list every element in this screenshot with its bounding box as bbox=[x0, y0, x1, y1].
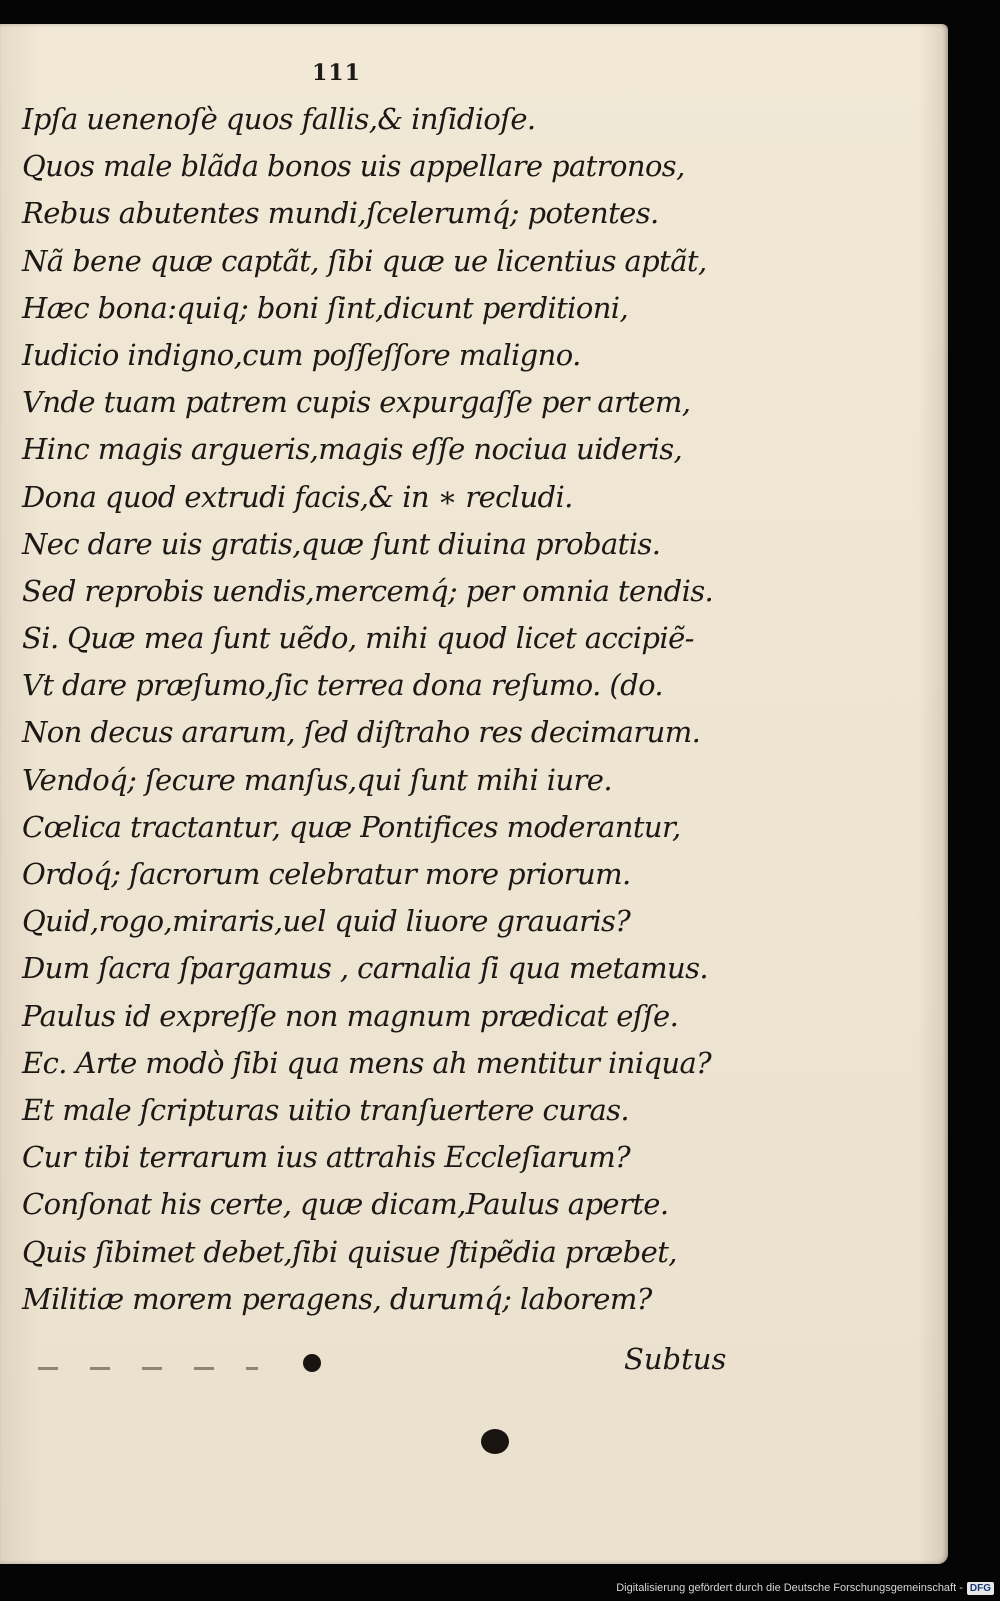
verse-line: Iudicio indigno,cum poſſeſſore maligno. bbox=[22, 337, 581, 372]
verse-line: Ordoq́; ſacrorum celebratur more priorum. bbox=[22, 857, 631, 891]
verse-line: Non decus ararum, ſed diſtraho res decimarum. bbox=[22, 715, 701, 750]
catchword: Subtus bbox=[624, 1342, 727, 1376]
ink-blot bbox=[481, 1429, 509, 1454]
verse-line: Nec dare uis gratis,quæ ſunt diuina probatis. bbox=[22, 526, 661, 561]
verse-line: Quos male blãda bonos uis appellare patronos, bbox=[22, 149, 685, 184]
verse-line: Rebus abutentes mundi,ſcelerumq́; potentes. bbox=[22, 196, 659, 231]
verse-text-block bbox=[22, 96, 742, 1323]
page-number: 111 bbox=[312, 60, 361, 86]
verse-line: Ec. Arte modò ſibi qua mens ah mentitur iniqua? bbox=[22, 1045, 712, 1080]
credit-text: Digitalisierung gefördert durch die Deutsche Forschungsgemeinschaft - bbox=[616, 1582, 963, 1594]
ink-blot bbox=[303, 1354, 321, 1372]
verse-line: Hinc magis argueris,magis eſſe nociua uideris, bbox=[22, 432, 683, 467]
verse-line: Quid,rogo,miraris,uel quid liuore grauaris? bbox=[22, 904, 631, 939]
verse-line: Ipſa uenenoſè quos fallis,& inſidioſe. bbox=[22, 102, 536, 136]
verse-line: Sed reprobis uendis,mercemq́; per omnia tendis. bbox=[22, 573, 714, 608]
verse-line: Dona quod extrudi facis,& in ∗ recludi. bbox=[22, 479, 573, 514]
verse-line: Si. Quæ mea ſunt uẽdo, mihi quod licet accipiẽ- bbox=[22, 621, 694, 656]
verse-line: Cur tibi terrarum ius attrahis Eccleſiarum? bbox=[22, 1140, 631, 1175]
verse-line: Vt dare præſumo,ſic terrea dona reſumo. (do. bbox=[22, 668, 664, 703]
verse-line: Et male ſcripturas uitio tranſuertere curas. bbox=[22, 1092, 630, 1127]
faded-dash-marks bbox=[38, 1367, 258, 1370]
verse-line: Quis ſibimet debet,ſibi quisue ſtipẽdia præbet, bbox=[22, 1234, 677, 1269]
verse-line: Vendoq́; ſecure manſus,qui ſunt mihi iure. bbox=[22, 762, 612, 797]
verse-line: Conſonat his certe, quæ dicam,Paulus aperte. bbox=[22, 1187, 669, 1222]
verse-line: Vnde tuam patrem cupis expurgaſſe per artem, bbox=[22, 385, 691, 420]
digitization-credit bbox=[616, 1577, 994, 1599]
verse-line: Hæc bona:quiq; boni ſint,dicunt perditioni, bbox=[22, 290, 629, 325]
book-page bbox=[0, 24, 948, 1564]
verse-line: Militiæ morem peragens, durumq́; laborem? bbox=[22, 1281, 652, 1316]
verse-line: Cœlica tractantur, quæ Pontifices moderantur, bbox=[22, 809, 681, 844]
dfg-logo: DFG bbox=[967, 1582, 994, 1595]
verse-line: Dum ſacra ſpargamus , carnalia ſi qua metamus. bbox=[22, 951, 708, 986]
verse-line: Paulus id expreſſe non magnum prædicat eſſe. bbox=[22, 998, 679, 1033]
verse-line: Nã bene quæ captãt, ſibi quæ ue licentius aptãt, bbox=[22, 243, 707, 278]
